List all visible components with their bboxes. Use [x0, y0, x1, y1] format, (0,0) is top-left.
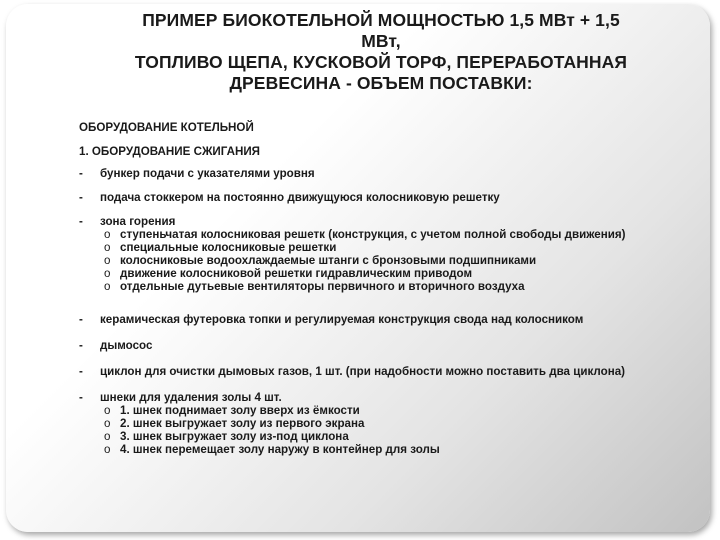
sub-list-item-text: специальные колосниковые решетки	[120, 241, 337, 254]
sub-list-item-text: отдельные дутьевые вентиляторы первичного и вторичного воздуха	[120, 280, 525, 293]
title-line-4: ДРЕВЕСИНА - ОБЪЕМ ПОСТАВКИ:	[229, 73, 533, 93]
section-heading: ОБОРУДОВАНИЕ КОТЕЛЬНОЙ	[79, 121, 254, 134]
sub-list-item	[100, 404, 699, 417]
sub-list-item-text: 3. шнек выгружает золу из-под циклона	[120, 430, 349, 443]
circle-bullet: o	[104, 228, 111, 241]
sub-list-item	[100, 241, 699, 254]
circle-bullet: o	[104, 417, 111, 430]
list-item	[79, 167, 699, 180]
list-item-text: керамическая футеровка топки и регулируемая конструкция свода над колосником	[100, 313, 584, 326]
sub-list-item	[100, 430, 699, 443]
list-item-group	[79, 215, 699, 293]
list-item-text: зона горения	[100, 215, 176, 228]
sub-list-item-text: 4. шнек перемещает золу наружу в контейнер для золы	[120, 443, 440, 456]
subsection-heading: 1. ОБОРУДОВАНИЕ СЖИГАНИЯ	[79, 145, 261, 158]
sub-list	[79, 228, 699, 293]
sub-list-item	[100, 254, 699, 267]
sub-list-item	[100, 280, 699, 293]
list-item-group	[79, 391, 699, 456]
list-item-text: подача стоккером на постоянно движущуюся колосниковую решетку	[100, 191, 500, 204]
list-item-text: шнеки для удаления золы 4 шт.	[100, 391, 282, 404]
slide	[6, 4, 710, 532]
list-item	[79, 391, 699, 404]
circle-bullet: o	[104, 267, 111, 280]
sub-list-item	[100, 228, 699, 241]
circle-bullet: o	[104, 443, 111, 456]
dash-bullet: -	[79, 339, 83, 352]
circle-bullet: o	[104, 404, 111, 417]
dash-bullet: -	[79, 365, 83, 378]
list-item-text: циклон для очистки дымовых газов, 1 шт. (при надобности можно поставить два циклона)	[100, 365, 626, 378]
list-item	[79, 365, 699, 378]
list-item	[79, 339, 699, 352]
list-item-text: дымосос	[100, 339, 153, 352]
sub-list-item-text: колосниковые водоохлаждаемые штанги с бронзовыми подшипниками	[120, 254, 537, 267]
list-item	[79, 215, 699, 228]
sub-list-item-text: ступеньчатая колосниковая решетк (конструкция, с учетом полной свободы движения)	[120, 228, 626, 241]
title-line-2: МВт,	[361, 31, 401, 51]
list-item	[79, 191, 699, 204]
title-line-3: ТОПЛИВО ЩЕПА, КУСКОВОЙ ТОРФ, ПЕРЕРАБОТАННАЯ	[134, 52, 628, 72]
title-line-1: ПРИМЕР БИОКОТЕЛЬНОЙ МОЩНОСТЬЮ 1,5 МВт + 1,5	[142, 10, 620, 30]
list-item	[79, 313, 699, 326]
circle-bullet: o	[104, 280, 111, 293]
sub-list-item	[100, 417, 699, 430]
sub-list	[79, 404, 699, 456]
slide-title	[46, 10, 710, 94]
slide-body	[79, 121, 699, 456]
dash-bullet: -	[79, 391, 83, 404]
circle-bullet: o	[104, 241, 111, 254]
dash-bullet: -	[79, 215, 83, 228]
sub-list-item-text: движение колосниковой решетки гидравлическим приводом	[120, 267, 473, 280]
circle-bullet: o	[104, 430, 111, 443]
list-item-text: бункер подачи с указателями уровня	[100, 167, 315, 180]
sub-list-item	[100, 267, 699, 280]
sub-list-item-text: 1. шнек поднимает золу вверх из ёмкости	[120, 404, 360, 417]
dash-bullet: -	[79, 167, 83, 180]
circle-bullet: o	[104, 254, 111, 267]
sub-list-item-text: 2. шнек выгружает золу из первого экрана	[120, 417, 365, 430]
dash-bullet: -	[79, 313, 83, 326]
dash-bullet: -	[79, 191, 83, 204]
sub-list-item	[100, 443, 699, 456]
